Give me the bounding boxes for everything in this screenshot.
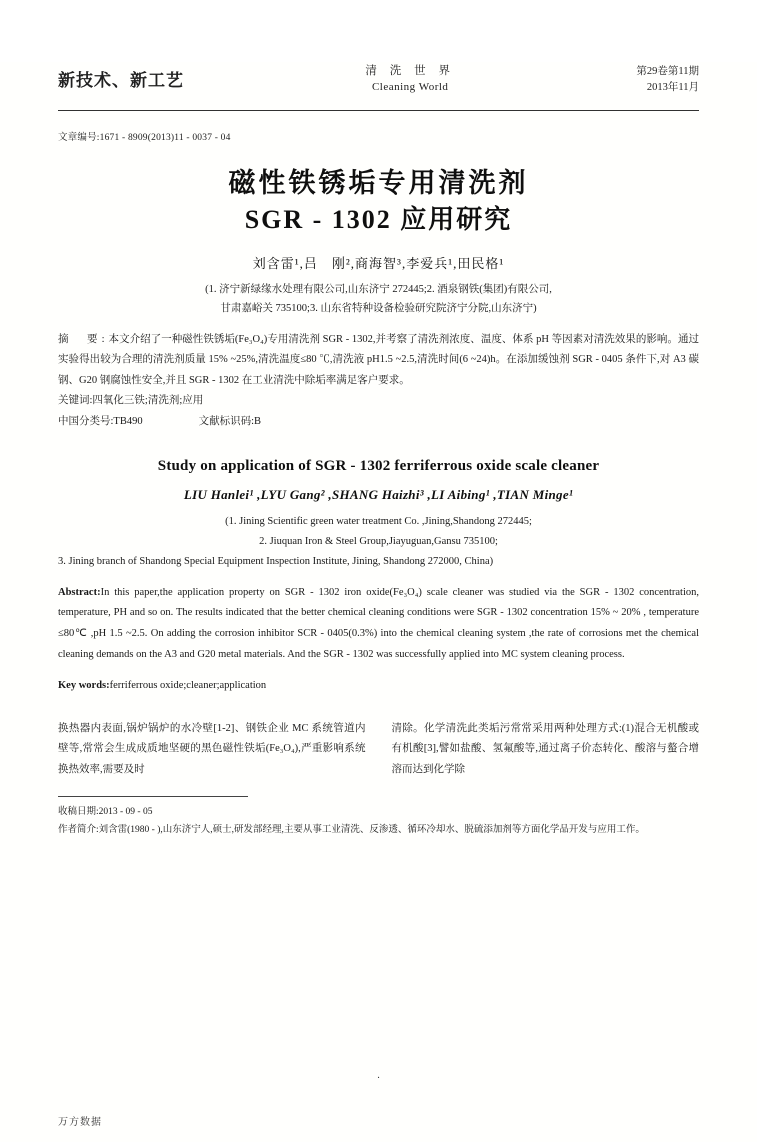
clc-group: [58, 412, 143, 432]
abstract-cn-label: 摘 要:: [58, 333, 109, 345]
keywords-en-label: Key words:: [58, 680, 110, 692]
affiliation-en-line3: 3. Jining branch of Shandong Special Equipment Inspection Institute, Jining, Shandong 272000, China): [58, 556, 494, 568]
abstract-cn: [58, 330, 699, 432]
title-block: [58, 165, 699, 318]
abstract-en-body: [58, 583, 699, 666]
page-header: [58, 62, 699, 106]
received-line: [58, 804, 699, 822]
affiliation-cn-line2: 甘肃嘉峪关 735100;3. 山东省特种设备检验研究院济宁分院,山东济宁): [220, 302, 537, 314]
journal-name-en: Cleaning World: [371, 80, 449, 93]
footnote-block: [58, 804, 699, 839]
clc-value: TB490: [113, 415, 143, 427]
authors-cn: 刘含雷¹,吕 刚²,商海智³,李爱兵¹,田民格¹: [252, 256, 505, 272]
header-section-label: 新技术、新工艺: [58, 71, 184, 90]
abstract-en-label: Abstract:: [58, 586, 101, 598]
affiliation-en-line2: 2. Jiuquan Iron & Steel Group,Jiayuguan,Gansu 735100;: [259, 536, 498, 548]
keywords-cn-label: 关键词:: [58, 395, 93, 407]
issue-info: [636, 62, 699, 96]
abstract-en: [58, 583, 699, 697]
page-title-line2: SGR - 1302 应用研究: [244, 205, 513, 235]
body-paragraph-left: 换热器内表面,锅炉锅炉的水冷壁[1-2]、钢铁企业 MC 系统管道内壁等,常常会生成成质地坚硬的黑色磁性铁垢(Fe₃O₄),严重影响系统换热效率,需要及时: [58, 722, 366, 775]
keywords-cn-text: 四氧化三铁;清洗剂;应用: [92, 395, 204, 407]
clc-line: [58, 412, 699, 432]
body-column-right: [392, 719, 700, 780]
authors-en: LIU Hanlei¹ ,LYU Gang² ,SHANG Haizhi³ ,LI Aibing¹ ,TIAN Minge¹: [183, 487, 574, 503]
clc-label: 中国分类号:: [58, 415, 114, 427]
keywords-cn-line: [58, 391, 699, 411]
author-bio-line: [58, 822, 699, 840]
article-number: 文章编号:1671 - 8909(2013)11 - 0037 - 04: [58, 133, 231, 143]
keywords-en-text: ferriferrous oxide;cleaner;application: [109, 680, 267, 692]
author-bio-label: 作者简介:: [58, 824, 99, 835]
journal-name: [365, 62, 455, 94]
affiliation-en: [58, 512, 699, 572]
page-title-line1: 磁性铁锈垢专用清洗剂: [228, 168, 529, 198]
database-watermark: 万方数据: [58, 1117, 102, 1128]
doccode-group: [199, 412, 261, 432]
doccode-label: 文献标识码:: [198, 415, 255, 427]
abstract-cn-text: 本文介绍了一种磁性铁锈垢(Fe₃O₄)专用清洗剂 SGR - 1302,并考察了清洗剂浓度、温度、体系 pH 等因素对清洗效果的影响。通过实验得出较为合理的清洗剂质量 15% ~25%,清洗温度≤80 ℃,清洗液 pH1.5 ~2.5,清洗时间(6 ~24)h。在添加缓蚀剂 SGR - 0405 条件下,对 A3 碳钢、G20 钢腐蚀性安全,并且 SGR - 1302 在工业清洗中除垢率满足客户要求。: [58, 333, 699, 386]
header-divider: [58, 110, 699, 111]
received-date: 2013 - 09 - 05: [98, 807, 153, 818]
volume-issue: 第29卷第11期: [636, 66, 699, 77]
body-columns: [58, 719, 699, 780]
issue-date: 2013年11月: [646, 81, 699, 93]
footnote-divider: [58, 796, 248, 797]
body-column-left: [58, 719, 366, 780]
affiliation-en-line1: (1. Jining Scientific green water treatment Co. ,Jining,Shandong 272445;: [225, 516, 532, 528]
abstract-en-text: In this paper,the application property on SGR - 1302 iron oxide(Fe₃O₄) scale cleaner was studied via the SGR - 1302 concentration, temperature, PH and so on. The results indicated that the better chemical cleaning conditions were SGR - 1302 concentration 15% ~ 20% , temperature ≤80℃ ,pH 1.5 ~2.5. On adding the corrosion inhibitor SCR - 0405(0.3%) into the chemical cleaning system ,the rate of corrosions met the chemical cleaning demands on the A3 and G20 metal materials. And the SGR - 1302 was successfully applied into MC system cleaning process.: [58, 586, 699, 660]
author-bio-text: 刘含雷(1980 - ),山东济宁人,硕士,研发部经理,主要从事工业清洗、反渗透、循环冷却水、脱硫添加剂等方面化学品开发与应用工作。: [98, 824, 645, 835]
affiliation-cn-line1: (1. 济宁新绿缘水处理有限公司,山东济宁 272445;2. 酒泉钢铁(集团)有限公司,: [205, 284, 552, 296]
doccode-value: B: [254, 415, 262, 427]
page-title-en: Study on application of SGR - 1302 ferriferrous oxide scale cleaner: [157, 458, 600, 475]
affiliation-cn: [58, 281, 699, 318]
keywords-en-line: [58, 676, 699, 697]
paper-page: [0, 62, 757, 1142]
journal-name-cn: 清 洗 世 界: [365, 65, 455, 77]
center-dot-mark: ·: [376, 1073, 381, 1084]
abstract-cn-body: [58, 330, 699, 391]
received-label: 收稿日期:: [58, 807, 99, 818]
body-paragraph-right: 清除。化学清洗此类垢污常常采用两种处理方式:(1)混合无机酸或有机酸[3],譬如盐酸、氢氟酸等,通过离子价态转化、酸溶与螯合增溶而达到化学除: [391, 722, 699, 775]
